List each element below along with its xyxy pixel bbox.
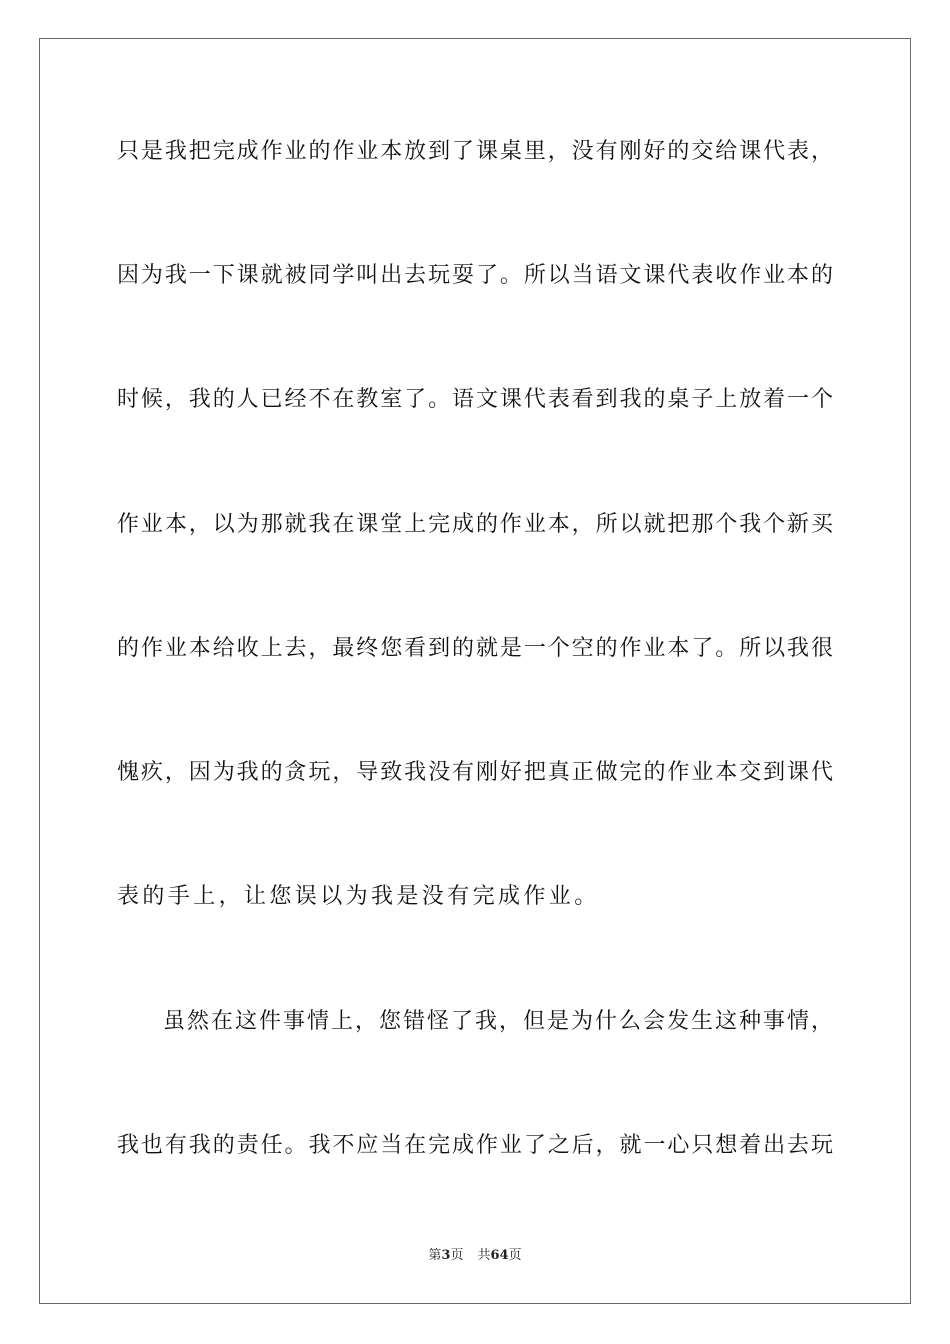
paragraph-line: 我也有我的责任。我不应当在完成作业了之后，就一心只想着出去玩 bbox=[117, 1133, 833, 1158]
page-number: 3 bbox=[441, 1248, 451, 1263]
page-suffix: 页 bbox=[450, 1248, 464, 1263]
paragraph-line: 作业本，以为那就我在课堂上完成的作业本，所以就把那个我个新买 bbox=[117, 512, 833, 537]
paragraph-line-indented: 虽然在这件事情上，您错怪了我，但是为什么会发生这种事情， bbox=[163, 1009, 833, 1034]
paragraph-line: 时候，我的人已经不在教室了。语文课代表看到我的桌子上放着一个 bbox=[117, 387, 833, 412]
page-border bbox=[39, 38, 911, 1304]
total-suffix: 页 bbox=[508, 1248, 522, 1263]
paragraph-line: 表的手上，让您误以为我是没有完成作业。 bbox=[117, 884, 600, 909]
page-prefix: 第 bbox=[428, 1248, 442, 1263]
total-pages: 64 bbox=[490, 1248, 509, 1263]
total-prefix: 共 bbox=[477, 1248, 491, 1263]
paragraph-line: 愧疚，因为我的贪玩，导致我没有刚好把真正做完的作业本交到课代 bbox=[117, 760, 833, 785]
paragraph-line: 的作业本给收上去，最终您看到的就是一个空的作业本了。所以我很 bbox=[117, 636, 833, 661]
page-footer bbox=[0, 1247, 950, 1265]
paragraph-line: 只是我把完成作业的作业本放到了课桌里，没有刚好的交给课代表， bbox=[117, 139, 833, 164]
paragraph-line: 因为我一下课就被同学叫出去玩耍了。所以当语文课代表收作业本的 bbox=[117, 263, 833, 288]
